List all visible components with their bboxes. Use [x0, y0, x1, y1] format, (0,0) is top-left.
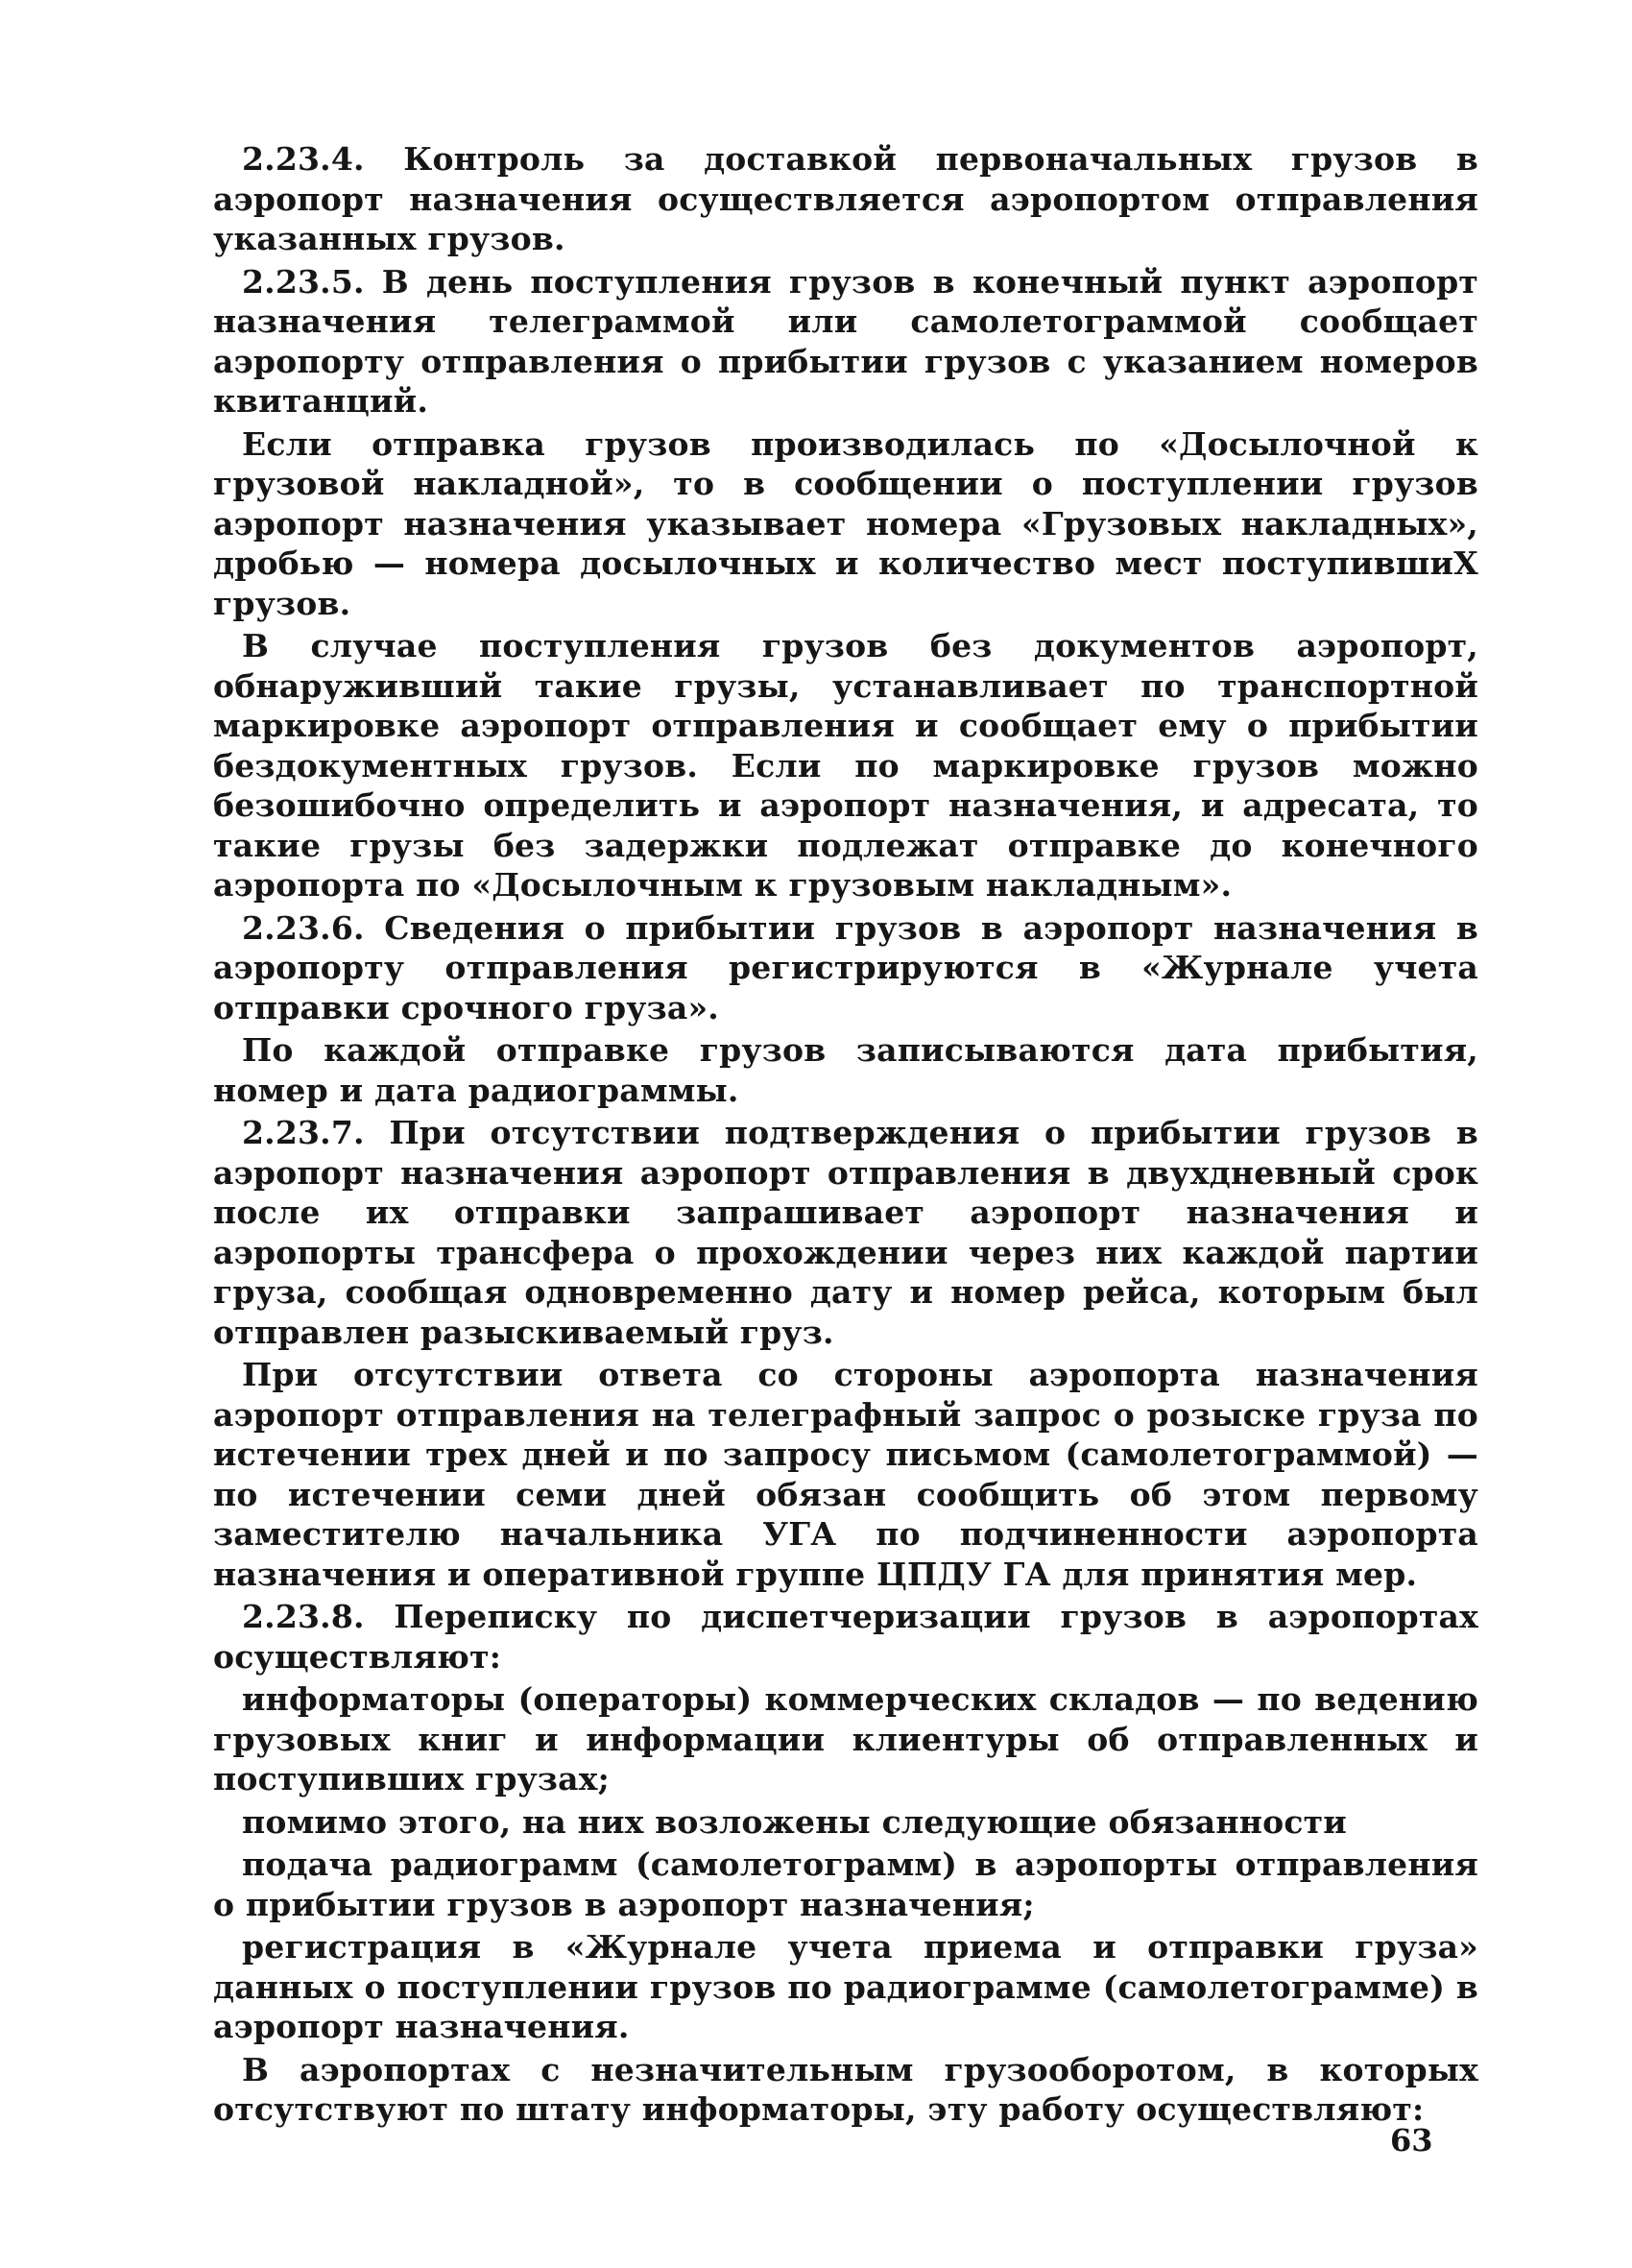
- paragraph-v-aeroportakh: В аэропортах с незначительным грузооборотом, в которых отсутствуют по штату информаторы, эту работу осуществляют:: [213, 2050, 1478, 2128]
- paragraph-po-kazhdoi-otpravke: По каждой отправке грузов записываются дата прибытия, номер и дата радиограммы.: [213, 1031, 1478, 1109]
- paragraph-bez-dokumentov: В случае поступления грузов без документов аэропорт, обнаруживший такие грузы, устанавливает по транспортной маркировке аэропорт отправления и сообщает ему о прибытии бездокументных грузов. Если по маркировке грузов можно безошибочно определить и аэропорт назначения, и адресата, то такие грузы без задержки подлежат отправке до конечного аэропорта по «Досылочным к грузовым накладным».: [213, 627, 1478, 904]
- paragraph-2-23-8: 2.23.8. Переписку по диспетчеризации грузов в аэропортах осуществляют:: [213, 1598, 1478, 1676]
- paragraph-2-23-4: 2.23.4. Контроль за доставкой первоначальных грузов в аэропорт назначения осуществляется аэропортом отправления указанных грузов.: [213, 140, 1478, 257]
- paragraph-2-23-7: 2.23.7. При отсутствии подтверждения о прибытии грузов в аэропорт назначения аэропорт отправления в двухдневный срок после их отправки запрашивает аэропорт назначения и аэропорты трансфера о прохождении через них каждой партии груза, сообщая одновременно дату и номер рейса, которым был отправлен разыскиваемый груз.: [213, 1114, 1478, 1351]
- body-text: [213, 139, 1478, 2133]
- paragraph-podacha-radiogramm: подача радиограмм (самолетограмм) в аэропорты отправления о прибытии грузов в аэропорт назначения;: [213, 1846, 1478, 1923]
- paragraph-2-23-6: 2.23.6. Сведения о прибытии грузов в аэропорт назначения в аэропорту отправления регистрируются в «Журнале учета отправки срочного груза».: [213, 908, 1478, 1026]
- paragraph-pomimo-etogo: помимо этого, на них возложены следующие обязанности: [242, 1802, 1347, 1841]
- paragraph-registratsiya: регистрация в «Журнале учета приема и отправки груза» данных о поступлении грузов по радиограмме (самолетограмме) в аэропорт назначения.: [213, 1928, 1478, 2045]
- paragraph-informatory: информаторы (операторы) коммерческих складов — по ведению грузовых книг и информации клиентуры об отправленных и поступивших грузах;: [213, 1680, 1478, 1798]
- paragraph-dosylochnaya: Если отправка грузов производилась по «Досылочной к грузовой накладной», то в сообщении о поступлении грузов аэропорт назначения указывает номера «Грузовых накладных», дробью — номера досылочных и количество мест поступившиХ грузов.: [213, 424, 1478, 622]
- paragraph-2-23-5: 2.23.5. В день поступления грузов в конечный пункт аэропорт назначения телеграммой или самолетограммой сообщает аэропорту отправления о прибытии грузов с указанием номеров квитанций.: [213, 262, 1478, 420]
- paragraph-pri-otsutstvii-otveta: При отсутствии ответа со стороны аэропорта назначения аэропорт отправления на телеграфный запрос о розыске груза по истечении трех дней и по запросу письмом (самолетограммой) — по истечении семи дней обязан сообщить об этом первому заместителю начальника УГА по подчиненности аэропорта назначения и оперативной группе ЦПДУ ГА для принятия мер.: [213, 1356, 1478, 1593]
- page-number: 63: [1390, 2122, 1433, 2159]
